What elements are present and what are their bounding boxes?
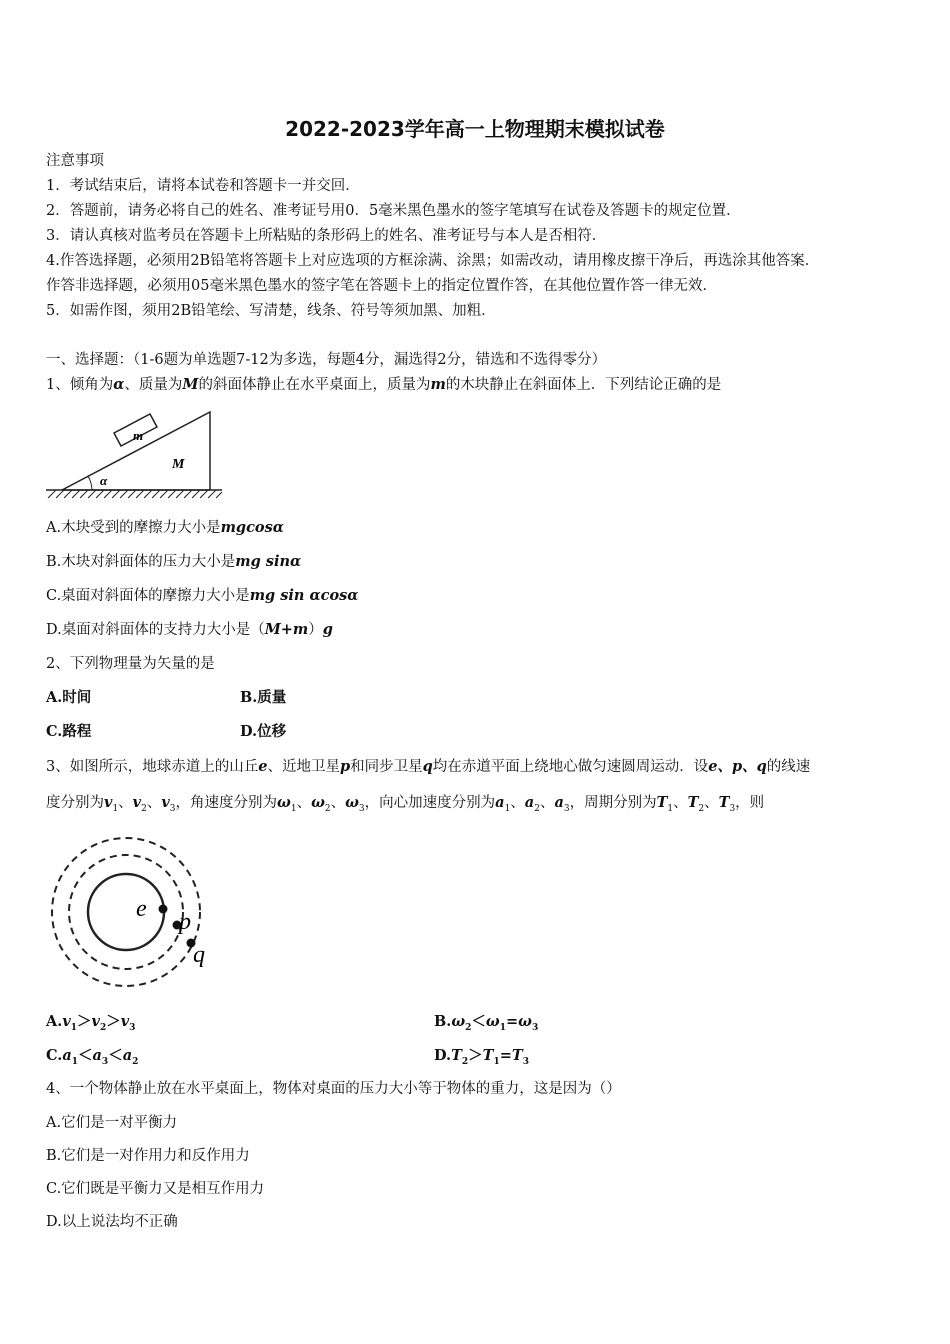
q1-incline-figure [44,408,226,500]
q1-stem: 1、倾角为α、质量为M的斜面体静止在水平桌面上，质量为m的木块静止在斜面体上．下列结论正确的是 [46,376,722,393]
notice-item-1: 1．考试结束后，请将本试卷和答题卡一并交回． [46,178,360,194]
orbit-synchronous [52,838,200,986]
notice-item-4-cont: 作答非选择题，必须用05毫米黑色墨水的签字笔在答题卡上的指定位置作答，在其他位置作答一律无效． [46,278,717,294]
q2-option-d[interactable]: D.位移 [240,723,287,740]
section-heading: 一、选择题：（1-6题为单选题7-12为多选，每题4分，漏选得2分，错选和不选得零分） [46,352,607,368]
notice-item-4: 4.作答选择题，必须用2B铅笔将答题卡上对应选项的方框涂满、涂黑；如需改动，请用橡皮擦干净后，再选涂其他答案． [46,253,820,269]
q4-option-c[interactable]: C.它们既是平衡力又是相互作用力 [46,1181,265,1197]
label-p: p [179,909,191,935]
exam-title: 2022-2023学年高一上物理期末模拟试卷 [285,117,665,141]
notice-item-2: 2．答题前，请务必将自己的姓名、准考证号用0．5毫米黑色墨水的签字笔填写在试卷及答题卡的规定位置． [46,203,741,219]
q4-stem: 4、一个物体静止放在水平桌面上，物体对桌面的压力大小等于物体的重力，这是因为（） [46,1081,621,1097]
q2-option-c[interactable]: C.路程 [46,723,92,740]
q2-option-b[interactable]: B.质量 [240,689,287,706]
ground-hatch [48,490,222,498]
notice-item-5: 5．如需作图，须用2B铅笔绘、写清楚，线条、符号等须加黑、加粗． [46,303,496,319]
q3-orbit-figure [46,832,226,992]
q1-option-c[interactable]: C.桌面对斜面体的摩擦力大小是mg sin αcosα [46,587,359,604]
notice-heading: 注意事项 [46,153,104,169]
q1-option-a[interactable]: A.木块受到的摩擦力大小是mgcosα [46,519,284,536]
q1-option-b[interactable]: B.木块对斜面体的压力大小是mg sinα [46,553,302,570]
q1-option-d[interactable]: D.桌面对斜面体的支持力大小是（M+m）g [46,621,333,638]
q3-option-b[interactable]: $B.\omega_2<\omega_1=\omega_3$ [434,1013,539,1033]
angle-arc [88,476,92,490]
label-m: m [133,428,144,443]
q2-stem: 2、下列物理量为矢量的是 [46,656,215,672]
label-M: M [172,457,185,472]
earth-circle [88,874,164,950]
q3-option-d[interactable]: $D.T_2>T_1=T_3$ [434,1047,529,1067]
q3-stem-line2: 度分别为$v_1$、$v_2$、$v_3$，角速度分别为$\omega_1$、$\omega_2$、$\omega_3$，向心加速度分别为$a_1$、$a_2$、$a_3$，周期分别为$T_1$、$T_2$、$T_3$，则 [46,794,765,814]
point-e [159,905,168,914]
notice-item-3: 3．请认真核对监考员在答题卡上所粘贴的条形码上的姓名、准考证号与本人是否相符． [46,228,607,244]
q2-option-a[interactable]: A.时间 [46,689,92,706]
q3-option-a[interactable]: $A.v_1>v_2>v_3$ [46,1013,136,1033]
q3-option-c[interactable]: $C.a_1<a_3<a_2$ [46,1047,139,1067]
label-e: e [136,896,147,922]
label-q: q [193,942,205,968]
q3-stem-line1: 3、如图所示，地球赤道上的山丘e、近地卫星p和同步卫星q均在赤道平面上绕地心做匀速圆周运动．设e、p、q的线速 [46,758,811,775]
q4-option-b[interactable]: B.它们是一对作用力和反作用力 [46,1148,250,1164]
q4-option-a[interactable]: A.它们是一对平衡力 [46,1115,178,1131]
q4-option-d[interactable]: D.以上说法均不正确 [46,1214,178,1230]
label-alpha: α [100,473,108,488]
